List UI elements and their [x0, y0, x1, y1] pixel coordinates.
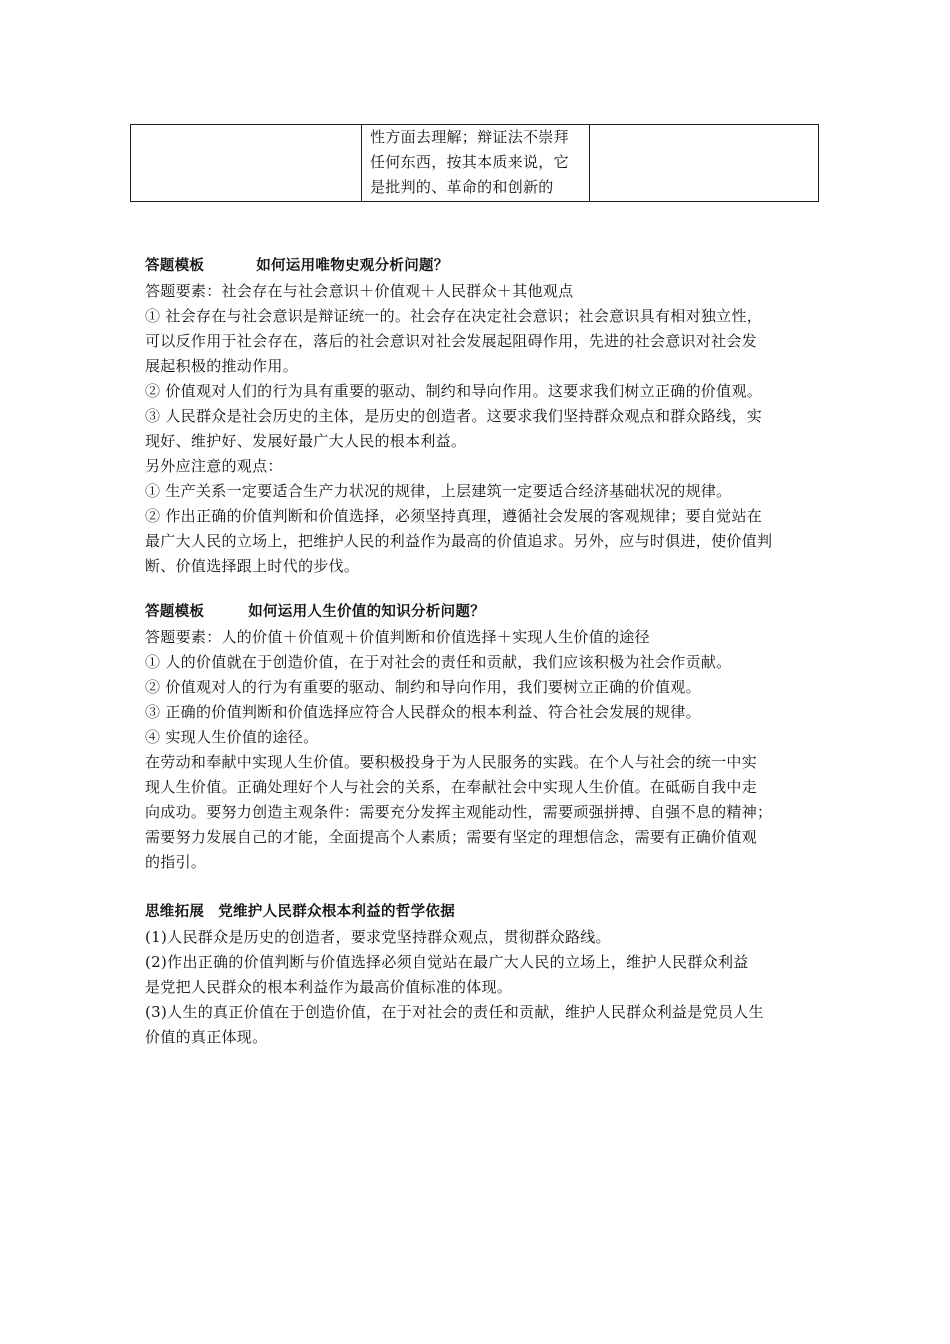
table-cell-3: [590, 125, 819, 202]
section-label: 答题模板: [145, 258, 205, 274]
section-title: 如何运用人生价值的知识分析问题？: [248, 604, 486, 620]
section-label: 思维拓展: [145, 904, 205, 920]
paragraph-line: 的指引。: [145, 853, 207, 871]
paragraph-line: (1)人民群众是历史的创造者，要求党坚持群众观点，贯彻群众路线。: [145, 928, 611, 946]
paragraph-line: ② 价值观对人们的行为具有重要的驱动、制约和导向作用。这要求我们树立正确的价值观。: [145, 382, 763, 400]
section-label: 答题模板: [145, 604, 205, 620]
table-row: [131, 125, 819, 202]
paragraph-line: ① 生产关系一定要适合生产力状况的规律，上层建筑一定要适合经济基础状况的规律。: [145, 482, 732, 500]
paragraph-line: 断、价值选择跟上时代的步伐。: [145, 557, 360, 575]
paragraph-line: 现人生价值。正确处理好个人与社会的关系，在奉献社会中实现人生价值。在砥砺自我中走: [145, 778, 758, 796]
section-heading: [145, 900, 813, 925]
table-fragment: [130, 124, 819, 202]
paragraph-line: 在劳动和奉献中实现人生价值。要积极投身于为人民服务的实践。在个人与社会的统一中实: [145, 753, 758, 771]
section-heading: [145, 254, 813, 279]
section-life-value: [145, 600, 813, 875]
paragraph-line: ① 人的价值就在于创造价值，在于对社会的责任和贡献，我们应该积极为社会作贡献。: [145, 653, 732, 671]
paragraph-line: ① 社会存在与社会意识是辩证统一的。社会存在决定社会意识；社会意识具有相对独立性，: [145, 307, 763, 325]
paragraph-line: 最广大人民的立场上，把维护人民的利益作为最高的价值追求。另外，应与时俱进，使价值判: [145, 532, 773, 550]
paragraph-line: 需要努力发展自己的才能，全面提高个人素质；需要有坚定的理想信念，需要有正确价值观: [145, 828, 758, 846]
paragraph-line: 可以反作用于社会存在，落后的社会意识对社会发展起阻碍作用，先进的社会意识对社会发: [145, 332, 758, 350]
paragraph-line: ② 价值观对人的行为有重要的驱动、制约和导向作用，我们要树立正确的价值观。: [145, 678, 701, 696]
section-title: 如何运用唯物史观分析问题？: [256, 258, 449, 274]
table-cell-1: [131, 125, 362, 202]
paragraph-line: 另外应注意的观点：: [145, 457, 283, 475]
paragraph-line: ③ 正确的价值判断和价值选择应符合人民群众的根本利益、符合社会发展的规律。: [145, 703, 701, 721]
table-cell-line: 性方面去理解；辩证法不崇拜: [370, 128, 569, 146]
paragraph-line: ② 作出正确的价值判断和价值选择，必须坚持真理，遵循社会发展的客观规律；要自觉站在: [145, 507, 763, 525]
paragraph-line: 答题要素：人的价值＋价值观＋价值判断和价值选择＋实现人生价值的途径: [145, 628, 650, 646]
paragraph-line: (3)人生的真正价值在于创造价值，在于对社会的责任和贡献，维护人民群众利益是党员人生: [145, 1003, 764, 1021]
paragraph-line: 价值的真正体现。: [145, 1028, 268, 1046]
paragraph-line: ③ 人民群众是社会历史的主体，是历史的创造者。这要求我们坚持群众观点和群众路线，实: [145, 407, 763, 425]
table-cell-line: 是批判的、革命的和创新的: [370, 178, 554, 196]
table-cell-2-text: [362, 125, 589, 200]
section-title: 党维护人民群众根本利益的哲学依据: [218, 904, 456, 920]
paragraph-line: 是党把人民群众的根本利益作为最高价值标准的体现。: [145, 978, 513, 996]
paragraph-line: 答题要素：社会存在与社会意识＋价值观＋人民群众＋其他观点: [145, 282, 574, 300]
section-heading: [145, 600, 813, 625]
table-cell-line: 任何东西，按其本质来说，它: [370, 153, 569, 171]
paragraph-line: (2)作出正确的价值判断与价值选择必须自觉站在最广大人民的立场上，维护人民群众利益: [145, 953, 749, 971]
section-materialism: [145, 254, 813, 579]
paragraph-line: 展起积极的推动作用。: [145, 357, 299, 375]
table-cell-2: [362, 125, 590, 202]
paragraph-line: 向成功。要努力创造主观条件：需要充分发挥主观能动性，需要顽强拼搏、自强不息的精神；: [145, 803, 773, 821]
paragraph-line: ④ 实现人生价值的途径。: [145, 728, 319, 746]
paragraph-line: 现好、维护好、发展好最广大人民的根本利益。: [145, 432, 467, 450]
section-thinking-extension: [145, 900, 813, 1050]
